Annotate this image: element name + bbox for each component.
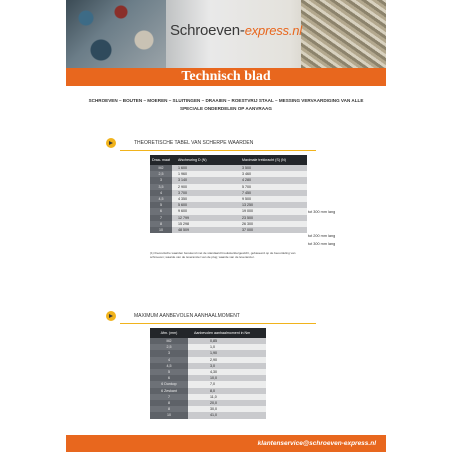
table-cell: 3	[150, 177, 172, 183]
table-cell: 10,0	[188, 375, 266, 381]
header-banner	[66, 0, 386, 68]
table-cell: 4 350	[172, 196, 236, 202]
table-cell: M2	[150, 338, 188, 344]
table-cell: 7	[150, 394, 188, 400]
column-header: Draa- maat	[150, 155, 172, 165]
table-cell: 3,0	[188, 363, 266, 369]
table-cell: 4,30	[188, 369, 266, 375]
table-cell: 9 600	[172, 208, 236, 214]
column-header: Afscheuring D (N)	[172, 155, 236, 165]
section-heading-aanhaalmoment	[106, 309, 316, 323]
table-cell: 0,85	[188, 338, 266, 344]
table-cell: 4 280	[236, 177, 307, 183]
table-cell: 6 Dunkop	[150, 381, 188, 387]
table-cell: 1,0	[188, 344, 266, 350]
table-cell: 8	[150, 406, 188, 412]
table-cell: 2,5	[150, 344, 188, 350]
table-cell: 30,0	[188, 406, 266, 412]
table-cell: 1,90	[188, 350, 266, 356]
table-cell: 10	[150, 412, 188, 418]
table-cell: 8	[150, 400, 188, 406]
section-title: THEORETISCHE TABEL VAN SCHERPE WAARDEN	[134, 140, 254, 146]
section-heading-scherpe-waarden	[106, 136, 316, 150]
column-header: Afm. (mm)	[150, 328, 188, 338]
side-note: tot 300 mm lang	[308, 210, 336, 214]
table-cell: 4,5	[150, 363, 188, 369]
table-cell: 7,0	[188, 381, 266, 387]
table-cell: 23 500	[236, 215, 307, 221]
table-cell: 10	[150, 227, 172, 233]
table-cell: 4	[150, 190, 172, 196]
table-cell: 5	[150, 369, 188, 375]
table-cell: 5 700	[236, 184, 307, 190]
table-cell: 5	[150, 202, 172, 208]
table-cell: 3 460	[236, 171, 307, 177]
table-cell: 1 600	[172, 165, 236, 171]
table-header-row	[150, 328, 266, 338]
table-cell: 11,0	[188, 394, 266, 400]
side-note: tot 300 mm lang	[308, 242, 336, 246]
table-row	[150, 412, 266, 418]
logo-accent-text: express.nl	[244, 23, 302, 38]
section-rule	[120, 323, 316, 324]
table-header-row	[150, 155, 307, 165]
table-cell: 1 960	[172, 171, 236, 177]
table-cell: 12 799	[172, 215, 236, 221]
table-cell: 20,0	[188, 400, 266, 406]
table-cell: 6 Zeskant	[150, 388, 188, 394]
aanhaalmoment-table	[150, 328, 266, 419]
table-cell: 6	[150, 375, 188, 381]
table-cell: 2,90	[188, 357, 266, 363]
table-cell: 7	[150, 215, 172, 221]
table-cell: M2	[150, 165, 172, 171]
table-cell: 4,5	[150, 196, 172, 202]
table-cell: 41,0	[188, 412, 266, 418]
column-header: Maximale trekkracht (S) (N)	[236, 155, 307, 165]
table-cell: 15 298	[172, 221, 236, 227]
table-cell: 3 500	[236, 165, 307, 171]
table-cell: 4	[150, 357, 188, 363]
table-cell: 3 140	[172, 177, 236, 183]
table-cell: 8,0	[188, 388, 266, 394]
column-header: Aanbevolen aanhaalmoment in Nm	[188, 328, 266, 338]
screws-photo	[301, 0, 386, 68]
table-cell: 3,5	[150, 184, 172, 190]
scherpe-waarden-table	[150, 155, 307, 233]
section-rule	[120, 150, 316, 151]
table-cell: 26 300	[236, 221, 307, 227]
table-cell: 2,5	[150, 171, 172, 177]
footnote: (1) theoretische waarden berekend met de standaard breuksterkte/gewicht, gebaseerd op de beoordeling van schroeven; waarde van de leverancier van de plug; waarde van de leverancier.	[150, 251, 296, 259]
table-cell: 13 250	[236, 202, 307, 208]
table-cell: 3 700	[172, 190, 236, 196]
table-row	[150, 227, 307, 233]
page-title: Technisch blad	[66, 68, 386, 86]
table-cell: 5 600	[172, 202, 236, 208]
intro-text: SCHROEVEN – BOUTEN – MOEREN – SLUITINGEN – DRAAIEN – ROESTVRIJ STAAL – MESSING VERVAARDIGING VAN ALLE SPECIALE ONDERDELEN OP AANVRAAG	[88, 98, 364, 111]
table-cell: 6	[150, 208, 172, 214]
tools-photo	[66, 0, 166, 68]
table-cell: 8	[150, 221, 172, 227]
table-cell: 3	[150, 350, 188, 356]
arrow-icon	[106, 311, 116, 321]
table-cell: 37 000	[236, 227, 307, 233]
footer-email[interactable]: klantenservice@schroeven-express.nl	[66, 435, 386, 452]
section-title: MAXIMUM AANBEVOLEN AANHAALMOMENT	[134, 313, 240, 319]
side-note: tot 200 mm lang	[308, 234, 336, 238]
logo	[170, 22, 302, 39]
table-cell: 9 500	[236, 196, 307, 202]
table-cell: 48 509	[172, 227, 236, 233]
table-cell: 2 900	[172, 184, 236, 190]
arrow-icon	[106, 138, 116, 148]
logo-main-text: Schroeven-	[170, 22, 245, 39]
table-cell: 7 450	[236, 190, 307, 196]
table-cell: 19 000	[236, 208, 307, 214]
